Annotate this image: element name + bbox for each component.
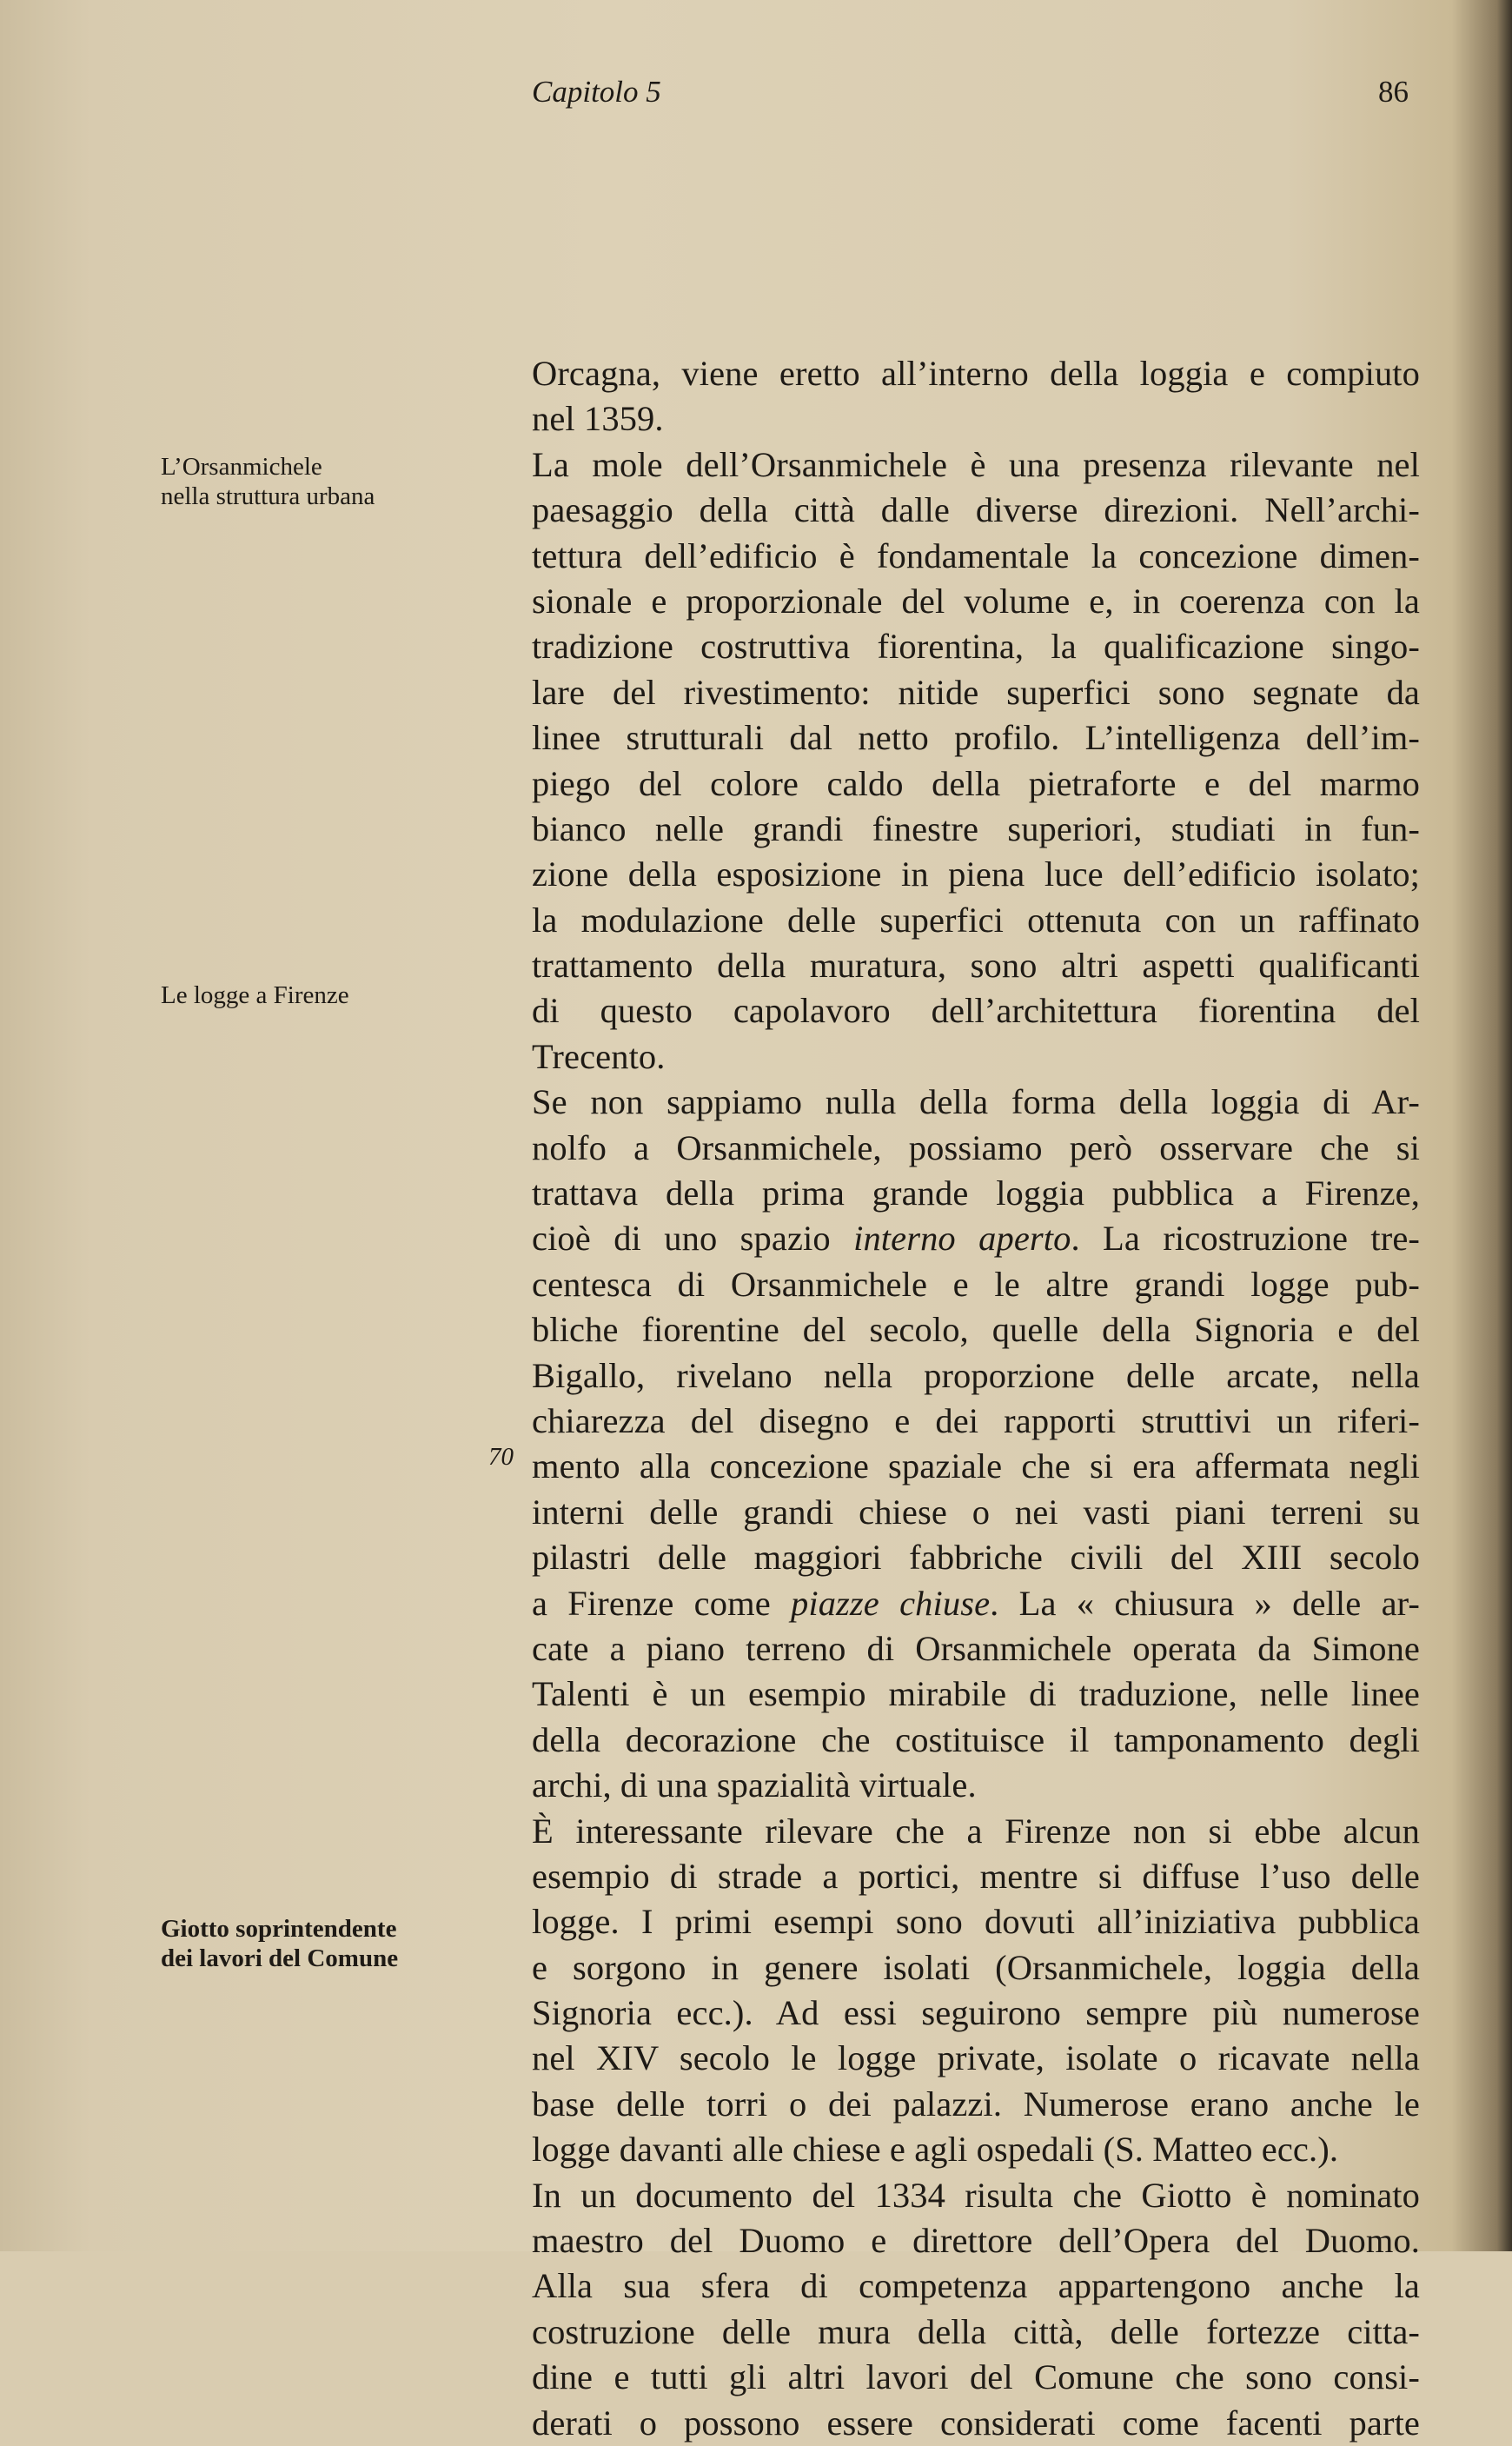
body-line: interni delle grandi chiese o nei vasti piani terreni su	[532, 1492, 1420, 1532]
body-line: lare del rivestimento: nitide superfici sono segnate da	[532, 672, 1420, 712]
body-line: cate a piano terreno di Orsanmichele operata da Simone	[532, 1628, 1420, 1668]
body-text	[532, 351, 1420, 2446]
sidenote-logge	[161, 980, 500, 1010]
body-line: Se non sappiamo nulla della forma della loggia di Ar-	[532, 1082, 1420, 1122]
body-line: base delle torri o dei palazzi. Numerose erano anche le	[532, 2084, 1420, 2124]
body-line: paesaggio della città dalle diverse direzioni. Nell’archi-	[532, 490, 1420, 530]
body-line: maestro del Duomo e direttore dell’Opera del Duomo.	[532, 2221, 1420, 2261]
body-line: bliche fiorentine del secolo, quelle della Signoria e del	[532, 1310, 1420, 1350]
body-line: della decorazione che costituisce il tamponamento degli	[532, 1719, 1420, 1759]
body-line: nel XIV secolo le logge private, isolate o ricavate nella	[532, 2038, 1420, 2078]
body-line: archi, di una spazialità virtuale.	[532, 1765, 977, 1805]
body-line: esempio di strade a portici, mentre si diffuse l’uso delle	[532, 1856, 1420, 1896]
body-line: costruzione delle mura della città, delle fortezze citta-	[532, 2311, 1420, 2351]
body-line: Alla sua sfera di competenza appartengono anche la	[532, 2266, 1420, 2306]
body-line: trattamento della muratura, sono altri aspetti qualificanti	[532, 946, 1420, 986]
body-line: mento alla concezione spaziale che si era affermata negli	[532, 1446, 1420, 1486]
body-line: Orcagna, viene eretto all’interno della loggia e compiuto	[532, 354, 1420, 393]
body-line: linee strutturali dal netto profilo. L’intelligenza dell’im-	[532, 718, 1420, 758]
body-line: Signoria ecc.). Ad essi seguirono sempre più numerose	[532, 1993, 1420, 2033]
body-line: cioè di uno spazio interno aperto. La ricostruzione tre-	[532, 1219, 1421, 1259]
body-line: È interessante rilevare che a Firenze non si ebbe alcun	[532, 1811, 1420, 1851]
sidenote-line: Giotto soprintendente	[161, 1915, 397, 1943]
body-line: dine e tutti gli altri lavori del Comune che sono consi-	[532, 2357, 1420, 2397]
body-line: Bigallo, rivelano nella proporzione delle arcate, nella	[532, 1355, 1420, 1395]
body-line: In un documento del 1334 risulta che Giotto è nominato	[532, 2175, 1420, 2215]
body-line: piego del colore caldo della pietraforte e del marmo	[532, 763, 1420, 803]
body-line: sionale e proporzionale del volume e, in coerenza con la	[532, 581, 1420, 621]
sidenote-line: dei lavori del Comune	[161, 1944, 399, 1972]
body-line: di questo capolavoro dell’architettura fiorentina del	[532, 991, 1420, 1031]
body-line: centesca di Orsanmichele e le altre grandi logge pub-	[532, 1264, 1420, 1304]
body-line: pilastri delle maggiori fabbriche civili del XIII secolo	[532, 1538, 1420, 1578]
body-line: trattava della prima grande loggia pubblica a Firenze,	[532, 1173, 1420, 1213]
body-line: tradizione costruttiva fiorentina, la qualificazione singo-	[532, 627, 1420, 667]
body-line: logge davanti alle chiese e agli ospedali (S. Matteo ecc.).	[532, 2130, 1339, 2170]
body-line: chiarezza del disegno e dei rapporti struttivi un riferi-	[532, 1400, 1420, 1440]
body-line: la modulazione delle superfici ottenuta con un raffinato	[532, 900, 1420, 940]
body-line: La mole dell’Orsanmichele è una presenza rilevante nel	[532, 444, 1420, 484]
body-line: Talenti è un esempio mirabile di traduzione, nelle linee	[532, 1674, 1420, 1714]
body-line: bianco nelle grandi finestre superiori, studiati in fun-	[532, 808, 1420, 848]
body-line: Trecento.	[532, 1036, 666, 1076]
body-line: derati o possono essere considerati come facenti parte	[532, 2403, 1420, 2443]
sidenote-line: nella struttura urbana	[161, 482, 375, 510]
sidenote-orsanmichele	[161, 452, 500, 511]
body-line: e sorgono in genere isolati (Orsanmichele, loggia della	[532, 1947, 1420, 1987]
body-line: logge. I primi esempi sono dovuti all’iniziativa pubblica	[532, 1902, 1420, 1942]
chapter-header: Capitolo 5	[532, 75, 661, 109]
body-line: tettura dell’edificio è fondamentale la concezione dimen-	[532, 535, 1420, 575]
body-line: nel 1359.	[532, 399, 664, 439]
page-number: 86	[1378, 75, 1409, 109]
body-line: a Firenze come piazze chiuse. La « chiusura » delle ar-	[532, 1583, 1421, 1623]
figure-reference-number: 70	[488, 1443, 514, 1471]
body-line: zione della esposizione in piena luce dell’edificio isolato;	[532, 854, 1420, 894]
body-line: nolfo a Orsanmichele, possiamo però osservare che si	[532, 1127, 1420, 1167]
sidenote-giotto	[161, 1914, 500, 1973]
sidenote-line: Le logge a Firenze	[161, 981, 349, 1009]
sidenote-line: L’Orsanmichele	[161, 453, 322, 481]
